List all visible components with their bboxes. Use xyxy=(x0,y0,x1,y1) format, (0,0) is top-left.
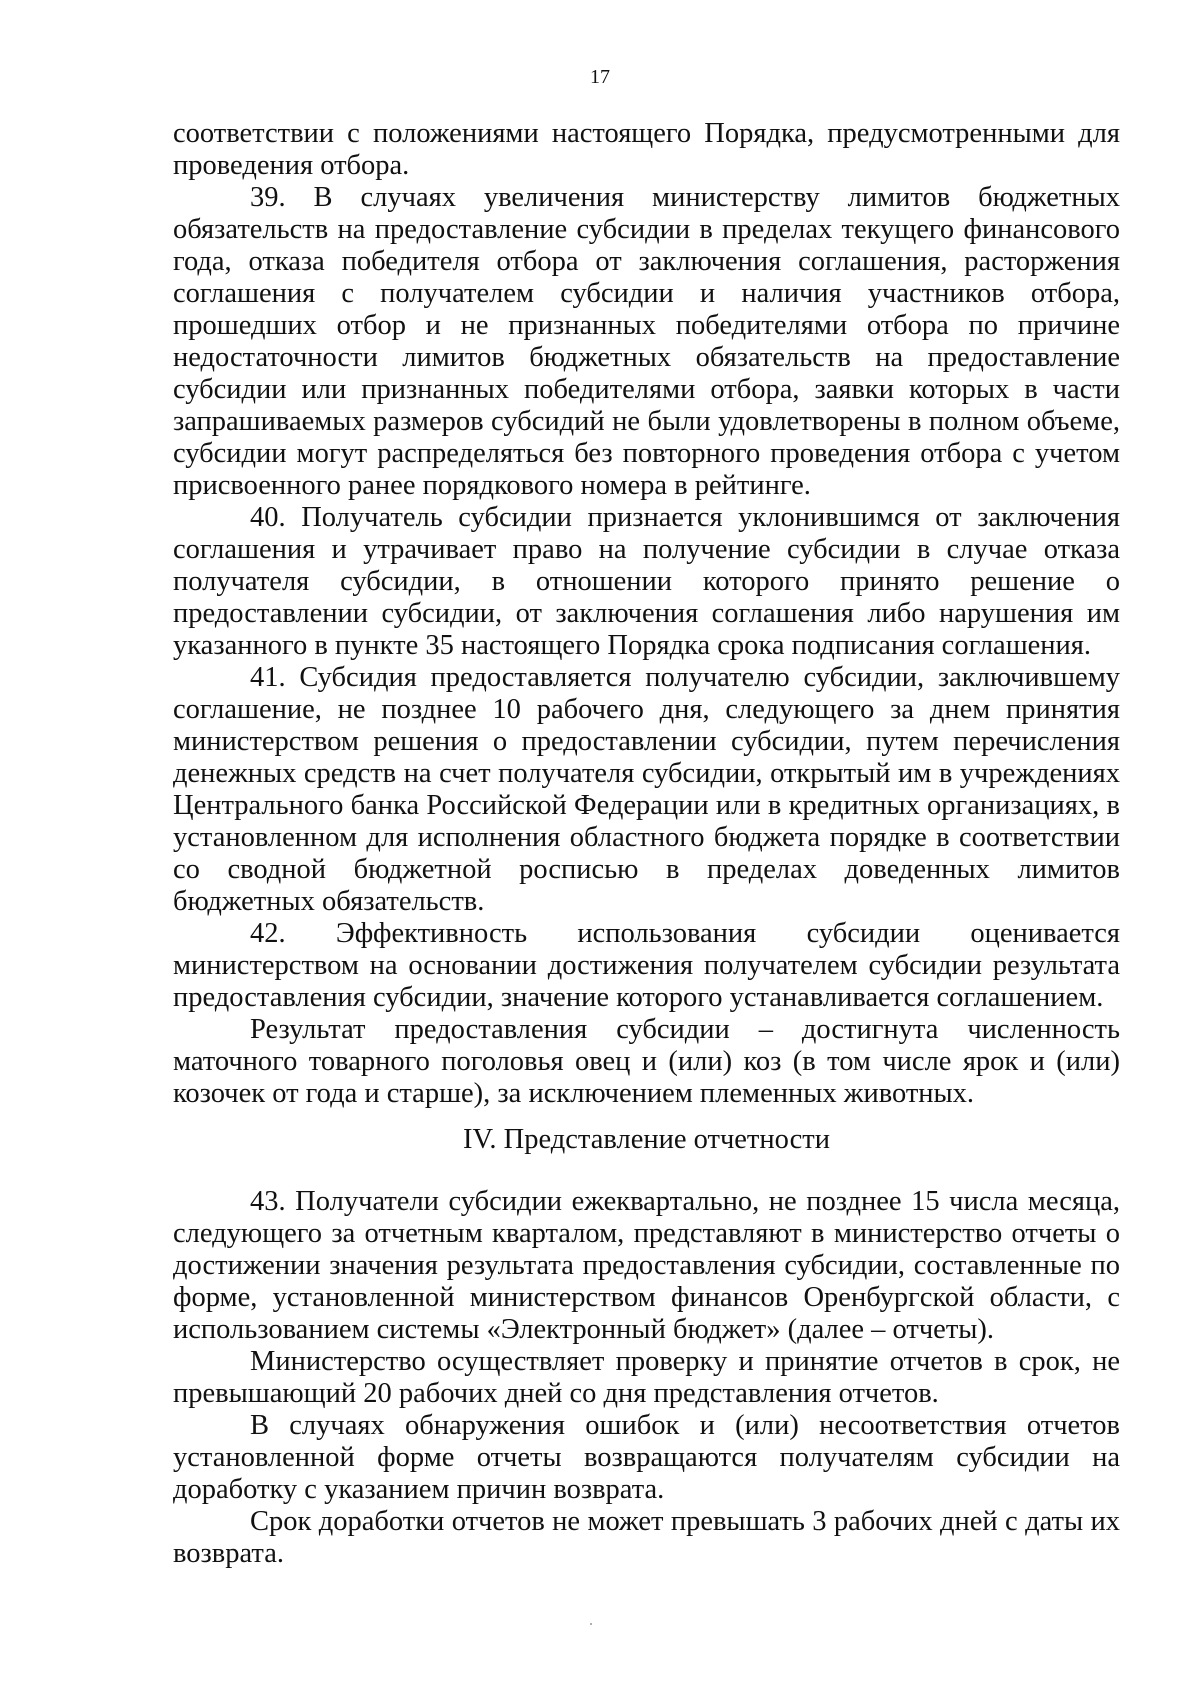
paragraph-39: 39. В случаях увеличения министерству лимитов бюджетных обязательств на предоставление субсидии в пределах текущего финансового года, отказа победителя отбора от заключения соглашения, расторжения соглашения с получателем субсидии и наличия участников отбора, прошедших отбор и не признанных победителями отбора по причине недостаточности лимитов бюджетных обязательств на предоставление субсидии или признанных победителями отбора, заявки которых в части запрашиваемых размеров субсидий не были удовлетворены в полном объеме, субсидии могут распределяться без повторного проведения отбора с учетом присвоенного ранее порядкового номера в рейтинге. xyxy=(173,182,1120,501)
scan-speck xyxy=(590,1623,592,1625)
section-heading: IV. Представление отчетности xyxy=(463,1124,830,1155)
paragraph-43: 43. Получатели субсидии ежеквартально, не позднее 15 числа месяца, следующего за отчетным кварталом, представляют в министерство отчеты о достижении значения результата предоставления субсидии, составленные по форме, установленной министерством финансов Оренбургской области, с использованием системы «Электронный бюджет» (далее – отчеты). xyxy=(173,1186,1120,1345)
paragraph-errors: В случаях обнаружения ошибок и (или) несоответствия отчетов установленной форме отчеты возвращаются получателям субсидии на доработку с указанием причин возврата. xyxy=(173,1410,1120,1505)
paragraph-deadline: Срок доработки отчетов не может превышать 3 рабочих дней с даты их возврата. xyxy=(173,1506,1120,1569)
paragraph-check: Министерство осуществляет проверку и принятие отчетов в срок, не превышающий 20 рабочих дней со дня представления отчетов. xyxy=(173,1346,1120,1409)
paragraph-40: 40. Получатель субсидии признается уклонившимся от заключения соглашения и утрачивает право на получение субсидии в случае отказа получателя субсидии, в отношении которого принято решение о предоставлении субсидии, от заключения соглашения либо нарушения им указанного в пункте 35 настоящего Порядка срока подписания соглашения. xyxy=(173,502,1120,661)
page-number: 17 xyxy=(590,66,610,88)
document-body xyxy=(173,118,1120,1570)
paragraph-42: 42. Эффективность использования субсидии оценивается министерством на основании достижения получателем субсидии результата предоставления субсидии, значение которого устанавливается соглашением. xyxy=(173,918,1120,1013)
paragraph-41: 41. Субсидия предоставляется получателю субсидии, заключившему соглашение, не позднее 10 рабочего дня, следующего за днем принятия министерством решения о предоставлении субсидии, путем перечисления денежных средств на счет получателя субсидии, открытый им в учреждениях Центрального банка Российской Федерации или в кредитных организациях, в установленном для исполнения областного бюджета порядке в соответствии со сводной бюджетной росписью в пределах доведенных лимитов бюджетных обязательств. xyxy=(173,662,1120,917)
paragraph-continuation: соответствии с положениями настоящего Порядка, предусмотренными для проведения отбора. xyxy=(173,118,1120,181)
paragraph-result: Результат предоставления субсидии – достигнута численность маточного товарного поголовья овец и (или) коз (в том числе ярок и (или) козочек от года и старше), за исключением племенных животных. xyxy=(173,1014,1120,1109)
